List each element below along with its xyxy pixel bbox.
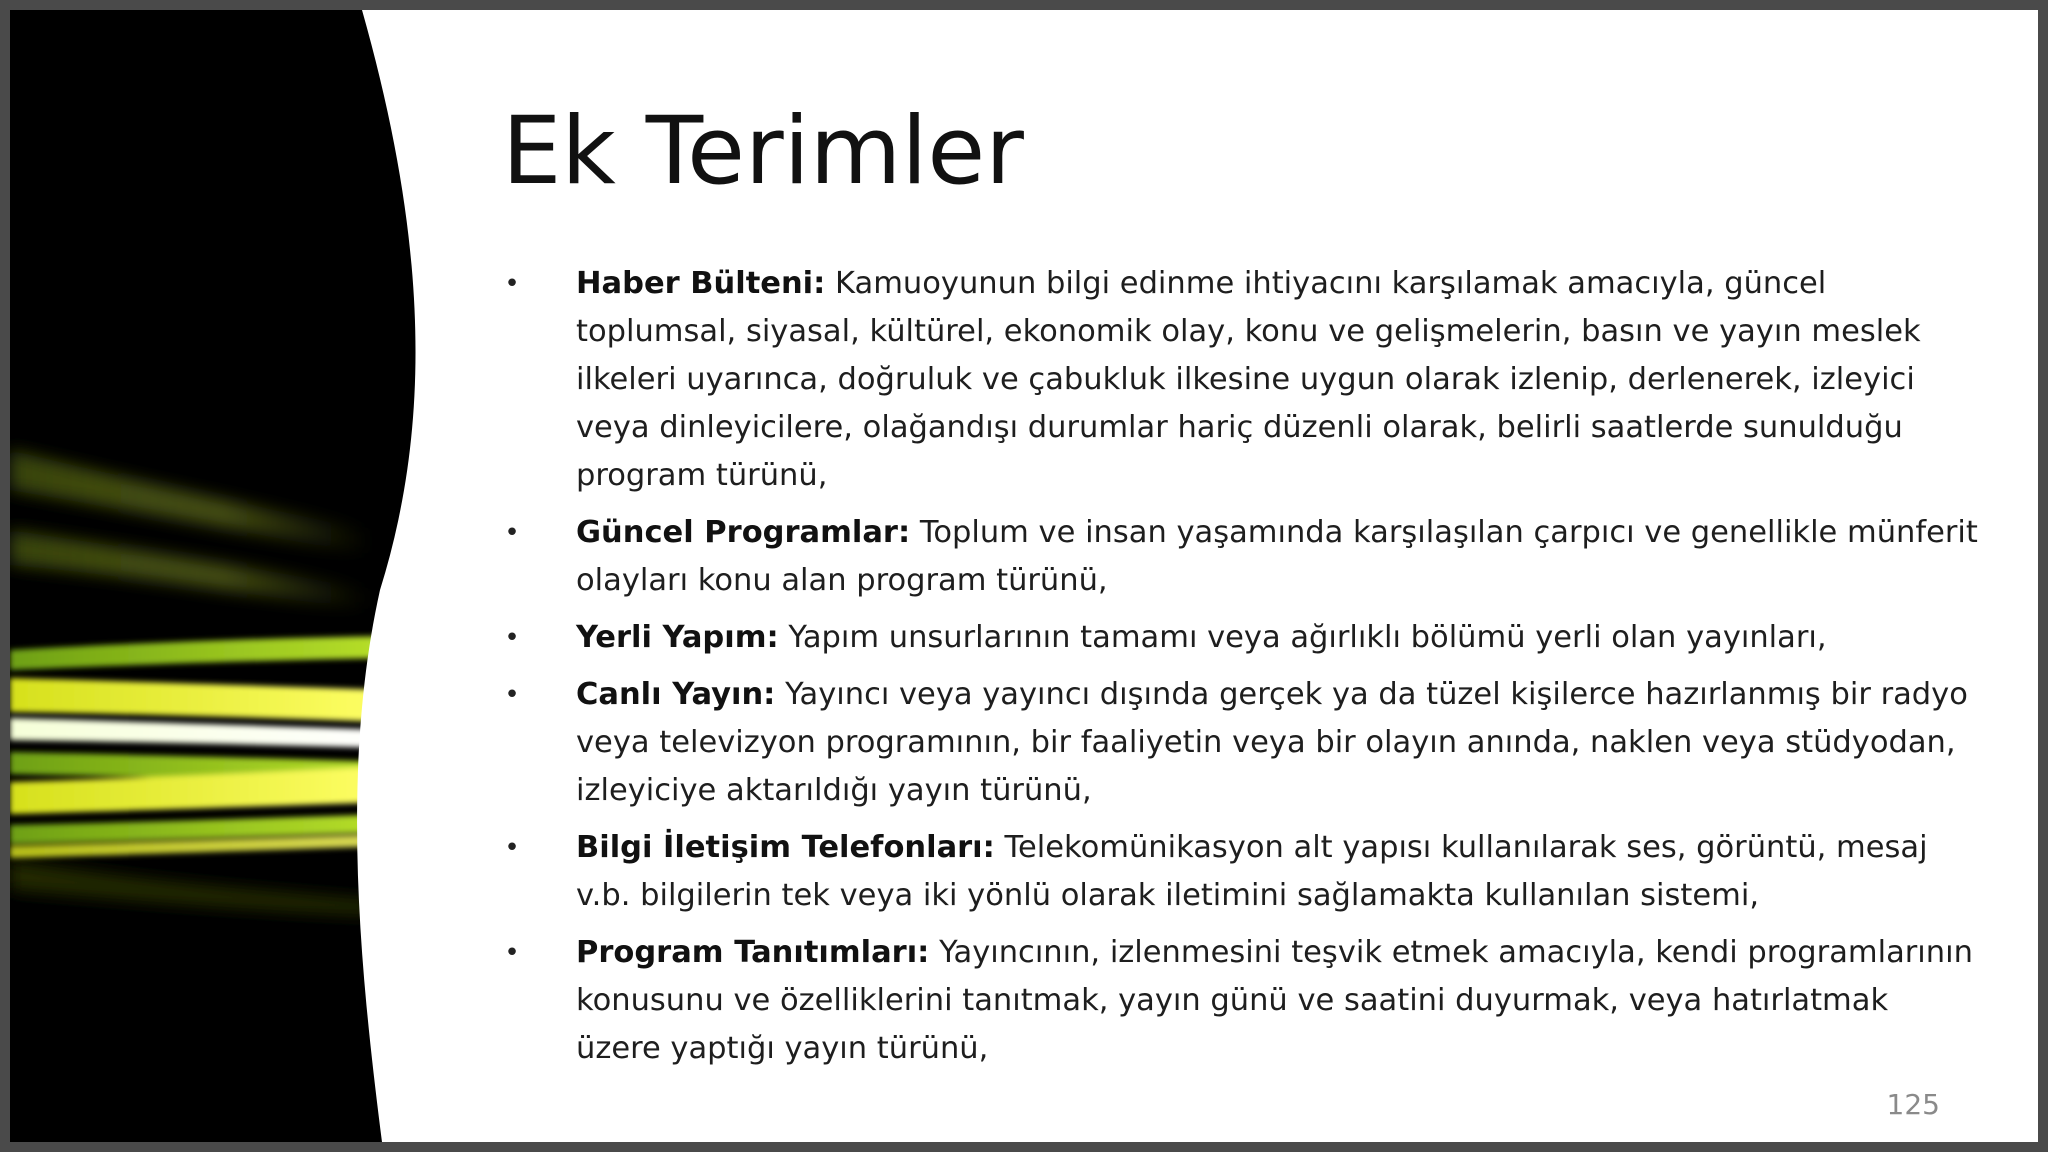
term-label: Program Tanıtımları:	[576, 935, 930, 970]
term-label: Haber Bülteni:	[576, 266, 826, 301]
page-number: 125	[1886, 1088, 1940, 1121]
bullet-icon: •	[504, 269, 520, 299]
slide	[10, 10, 2038, 1142]
slide-title: Ek Terimler	[502, 97, 1024, 206]
bullet-icon: •	[504, 680, 520, 710]
bullet-icon: •	[504, 518, 520, 548]
term-definition: Yapım unsurlarının tamamı veya ağırlıklı bölümü yerli olan yayınları,	[788, 620, 1827, 655]
bullet-icon: •	[504, 938, 520, 968]
term-definition: Yayıncının, izlenmesini teşvik etmek amacıyla, kendi programlarının konusunu ve özelliklerini tanıtmak, yayın günü ve saatini duyurmak, veya hatırlatmak üzere yaptığı yayın türünü,	[576, 935, 1973, 1066]
list-item-yerli-yapim	[500, 614, 1980, 662]
list-item-canli-yayin	[500, 671, 1980, 815]
decorative-light-streaks	[10, 10, 430, 1142]
list-item-bilgi-iletisim-telefonlari	[500, 824, 1980, 920]
list-item-program-tanitimlari	[500, 929, 1980, 1073]
bullet-icon: •	[504, 623, 520, 653]
term-label: Canlı Yayın:	[576, 677, 776, 712]
term-definition: Kamuoyunun bilgi edinme ihtiyacını karşılamak amacıyla, güncel toplumsal, siyasal, kültürel, ekonomik olay, konu ve gelişmelerin, basın ve yayın meslek ilkeleri uyarınca, doğruluk ve çabukluk ilkesine uygun olarak izlenip, derlenerek, izleyici veya dinleyicilere, olağandışı durumlar hariç düzenli olarak, belirli saatlerde sunulduğu program türünü,	[576, 266, 1921, 493]
list-item-haber-bulteni	[500, 260, 1980, 500]
term-label: Bilgi İletişim Telefonları:	[576, 830, 995, 865]
bullet-icon: •	[504, 833, 520, 863]
term-definition: Telekomünikasyon alt yapısı kullanılarak ses, görüntü, mesaj v.b. bilgilerin tek veya iki yönlü olarak iletimini sağlamakta kullanılan sistemi,	[576, 830, 1928, 913]
list-item-guncel-programlar	[500, 509, 1980, 605]
term-definition: Yayıncı veya yayıncı dışında gerçek ya da tüzel kişilerce hazırlanmış bir radyo veya televizyon programının, bir faaliyetin veya bir olayın anında, naklen veya stüdyodan, izleyiciye aktarıldığı yayın türünü,	[576, 677, 1968, 808]
term-definition: Toplum ve insan yaşamında karşılaşılan çarpıcı ve genellikle münferit olayları konu alan program türünü,	[576, 515, 1978, 598]
term-label: Güncel Programlar:	[576, 515, 911, 550]
term-label: Yerli Yapım:	[576, 620, 779, 655]
term-list	[500, 260, 1980, 1082]
